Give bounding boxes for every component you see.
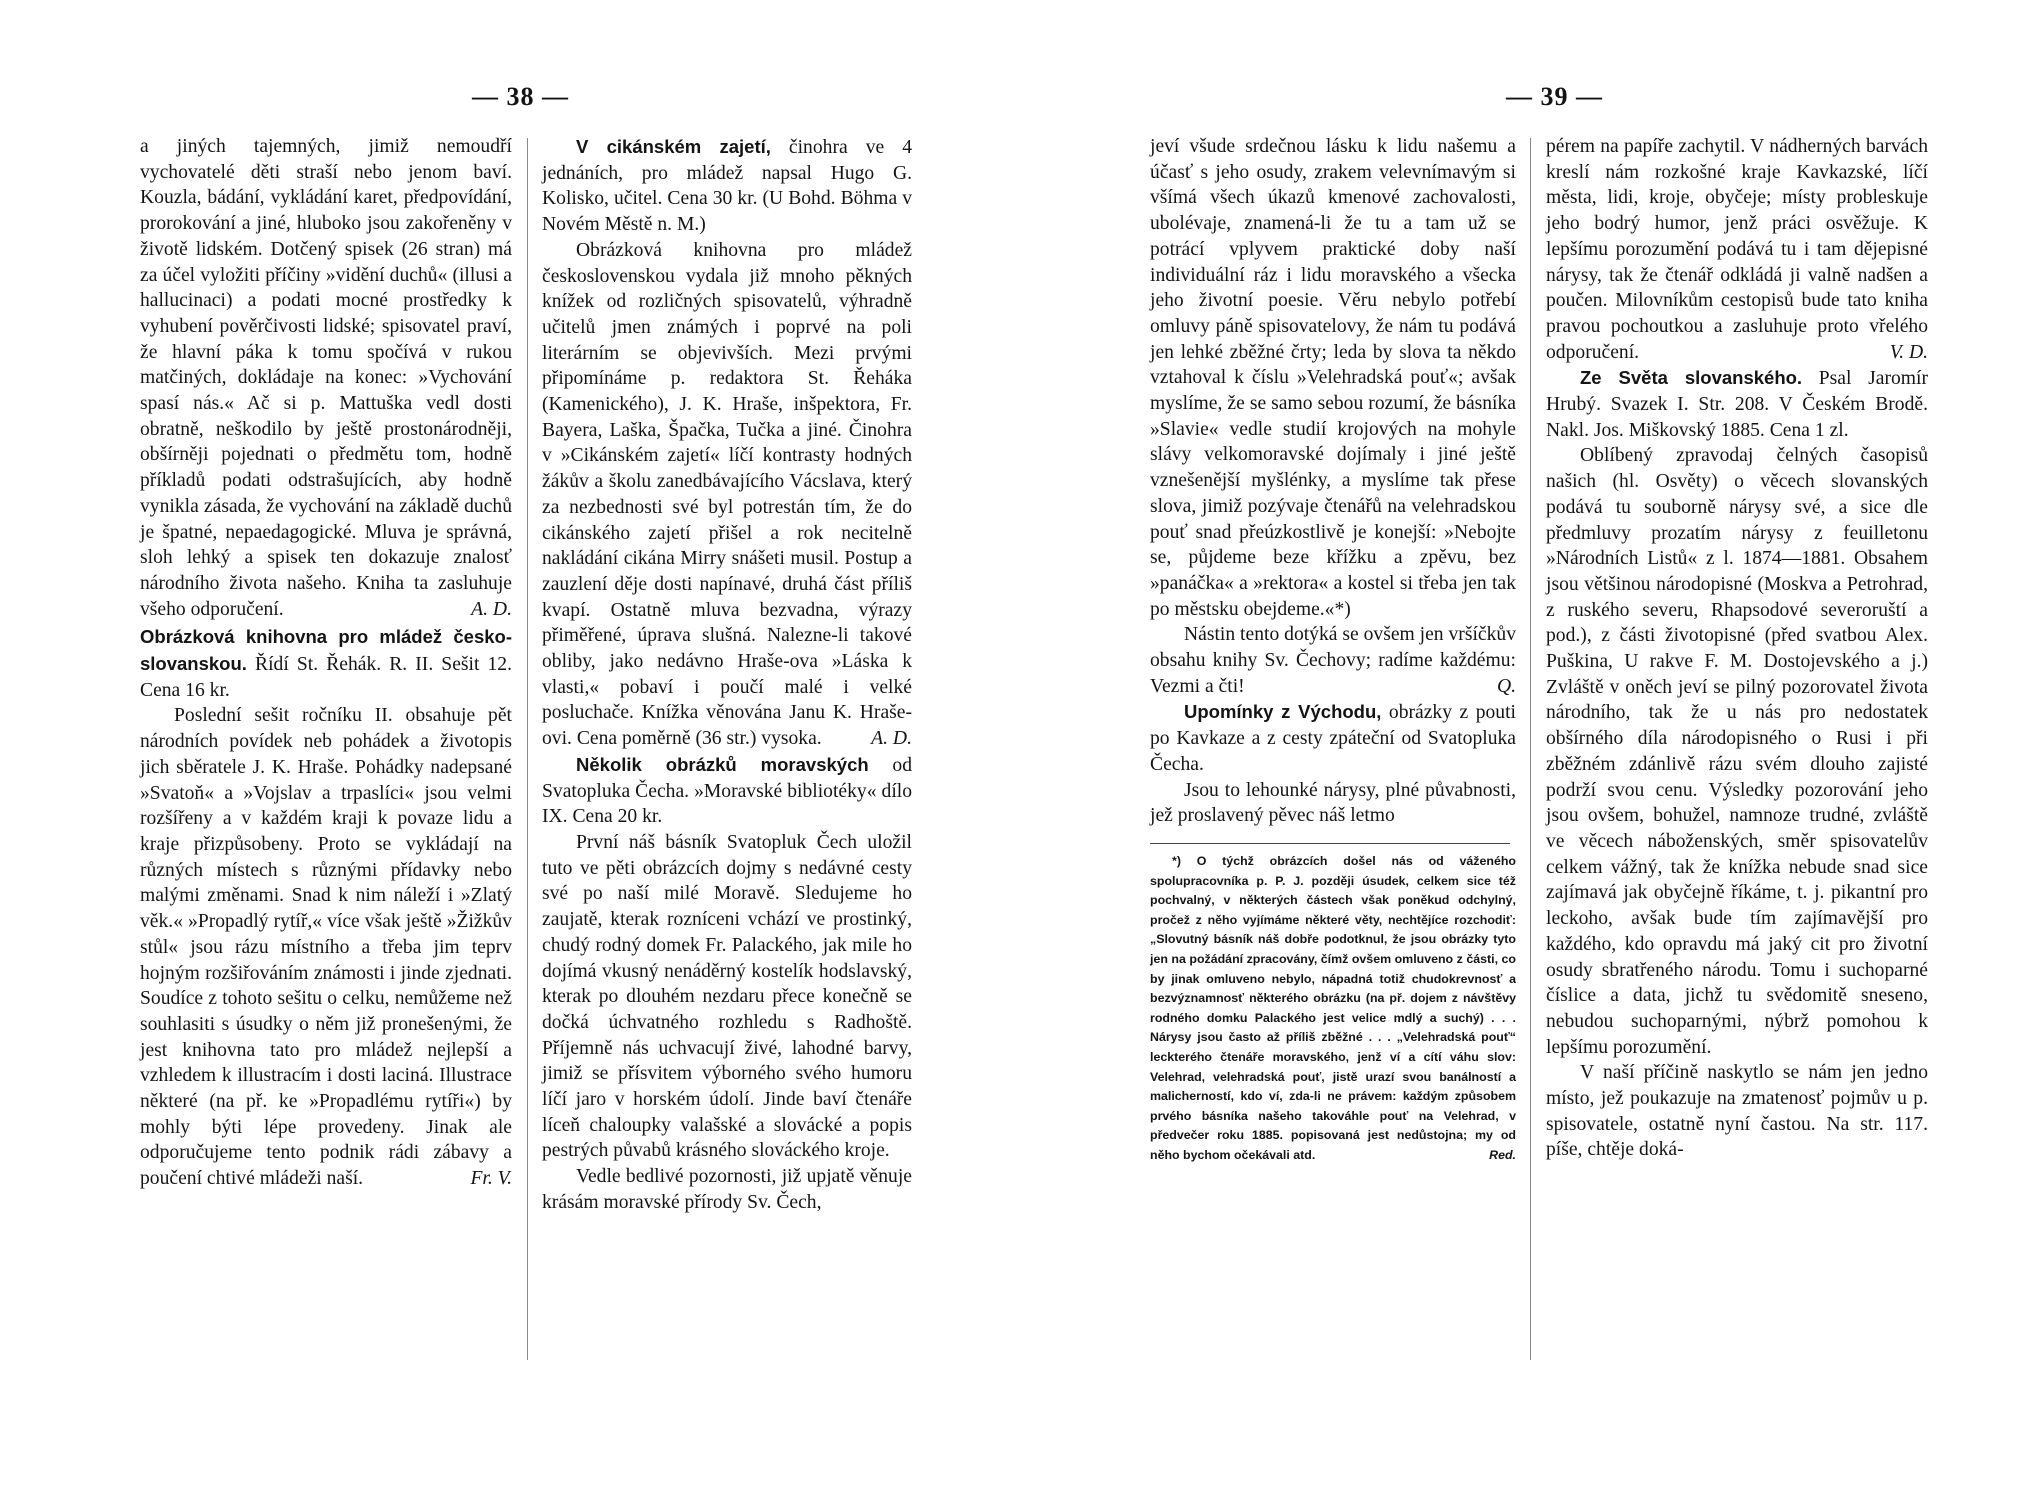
- paragraph: Nástin tento dotýká se ovšem jen vršíčkův obsahu knihy Sv. Čechovy; radíme každému: Vezmi a čti! Q.: [1150, 622, 1516, 699]
- paragraph: První náš básník Svatopluk Čech uložil tuto ve pěti obrázcích dojmy s nedávné cesty své po naší milé Moravě. Sledujeme ho zaujatě, kterak rozníceni vchází ve prostinký, chudý rodný domek Fr. Palackého, jak mile ho dojímá vkusný nenáděrný kostelík hodslavský, kterak po dlouhém nezdaru přece konečně se dočká úchvatného rozhledu s Radhoště. Příjemně nás uchvacují živé, lahodné barvy, jimiž se přísvitem výborného svého humoru líčí jaro v horském údolí. Jinde baví čtenáře líceň chaloupky valašské a slovácké a popis pestrých půvabů krásného slováckého kroje.: [542, 831, 912, 1162]
- signature: A. D.: [471, 598, 512, 620]
- left-column-1: [140, 134, 512, 1192]
- review-heading: Obrázková knihovna pro mládež česko-slovanskou.: [140, 626, 512, 675]
- review-entry: Ze Světa slovanského. Psal Jaromír Hrubý. Svazek I. Str. 208. V Českém Brodě. Nakl. Jos. Miškovský 1885. Cena 1 zl.: [1546, 367, 1928, 441]
- footnote-signature: Red.: [1489, 1147, 1516, 1162]
- paragraph: Jsou to lehounké nárysy, plné půvabnosti, jež proslavený pěvec náš letmo: [1150, 779, 1516, 827]
- left-column-2: [542, 134, 912, 1216]
- paragraph: jeví všude srdečnou lásku k lidu našemu a účasť s jeho osudy, zrakem velevnímavým si všímá všech úkazů kmenové zachovalosti, ubolévaje, znamená-li že tu a tam už se potrácí vplyvem praktické doby naší individuální ráz i lidu moravského a všecka jeho životní poesie. Věru nebylo potřebí omluvy páně spisovatelovy, že nám tu podává jen lehké zběžné črty; leda by slova ta někdo vztahoval k číslu »Velehradská pouť«; avšak myslíme, že se samo sebou rozumí, že básníka »Slavie« vedle studií krojových na mohyle slávy velkomoravské dojímaly i jiné ještě vznešenější myšlénky, a myslíme tak přese slova, jimiž pozývaje čtenářů na velehradskou pouť snad přeúzkostlivě je konejší: »Nebojte se, půjdeme beze křížku a zpěvu, bez »panáčka« a »rektora« a kostel si třeba jen tak po městsku obejdeme.«*): [1150, 136, 1516, 620]
- footnote: *) O týchž obrázcích došel nás od váženého spolupracovníka p. P. J. později úsudek, celkem sice též pochvalný, v některých částech však poněkud odchylný, pročež z něho vyjímáme některé věty, nechtějíce rozchodiť: „Slovutný básník náš dobře podotknul, že jsou obrázky tyto jen na požádání zpracovány, čímž ovšem omluveno z části, co by jinak omluveno nebylo, nápadná totiž chudokrevnosť a bezvýznamnosť některého obrázku (na př. dojem z návštěvy rodného domku Palackého jest velice mdlý a suchý) . . . Nárysy jsou často až příliš zběžné . . . „Velehradská pouť“ leckterého čtenáře moravského, jenž ví a cítí váhu slov: Velehrad, velehradská pouť, jistě urazí svou banálností a malicherností, kdo ví, zda-li ne právem: každým způsobem prvého básníka našeho takováhle pouť na Velehrad, v předvečer roku 1885. popisovaná jest nedůstojna; my od něho bychom očekávali atd. Red.: [1150, 852, 1516, 1166]
- paragraph: pérem na papíře zachytil. V nádherných barvách kreslí nám rozkošné kraje Kavkazské, líčí města, lidi, kroje, obyčeje; místy probleskuje jeho bodrý humor, jenž práci osvěžuje. K lepšímu porozumění podává tu i tam dějepisné nárysy, tak že čtenář odkládá ji valně nadšen a poučen. Milovníkům cestopisů bude tato kniha pravou pochoutkou a zasluhuje proto vřelého odporučení. V. D.: [1546, 134, 1928, 365]
- right-column-2: [1546, 134, 1928, 1163]
- paragraph: Obrázková knihovna pro mládež československou vydala již mnoho pěkných knížek od rozličných spisovatelů, výhradně učitelů jmen známých i poprvé na poli literárním se objevivších. Mezi prvými připomínáme p. redaktora St. Řeháka (Kamenického), J. K. Hraše, inšpektora, Fr. Bayera, Laška, Špačka, Tučka a jiné. Činohra v »Cikánském zajetí« líčí kontrasty hodných žákův a školu zanedbávajícího Vácslava, který za nezbednosti své byl potrestán tím, že do cikánského zajetí přišel a rok necitelně nakládání cikána Mirry snášeti musil. Postup a zauzlení děje dosti napínavé, druhá část příliš kvapí. Ostatně mluva bezvadna, výrazy přiměřené, úprava slušná. Nalezne-li takové obliby, jako nedávno Hraše-ova »Láska k vlasti,« pobaví i poučí malé i velké posluchače. Knížka věnována Janu K. Hraše-ovi. Cena poměrně (36 str.) vysoka. A. D.: [542, 238, 912, 752]
- review-heading: Několik obrázků moravských: [576, 753, 869, 775]
- footnote-rule: [1150, 843, 1510, 844]
- review-heading: V cikánském zajetí,: [576, 136, 771, 157]
- signature: A. D.: [871, 728, 912, 750]
- column-rule: [527, 138, 528, 1360]
- paragraph: Oblíbený zpravodaj čelných časopisů našich (hl. Osvěty) o věcech slovanských podává tu souborně nárysy své, a sice dle předmluvy prozatím nárysy z feuilletonu »Národních Listů« z l. 1874—1881. Obsahem jsou většinou národopisné (Moskva a Petrohrad, z ruského severu, Rhapsodové severoruští a pod.), z části životopisné (před svatbou Alex. Puškina, U rakve F. M. Dostojevského a j.) Zvláště v oněch jeví se pilný pozorovatel života národního, tak že u nás pro nedostatek obšírného díla národopisného o Rusi i při zběžném zdánlivě rázu svém dlouho zajisté podrží svou cenu. Výsledky pozorování jeho jsou ovšem, bohužel, namnoze trudné, zvláště ve věcech náboženských, směr spisovatelův celkem vážný, tak že knížka nebude snad sice zajímavá jak obyčejně říkáme, t. j. pikantní pro leckoho, avšak bude tím zajímavější pro každého, kdo opravdu má jaký cit pro životní osudy sbratřeného národu. Tomu i suchoparné číslice a data, jichž tu svědomitě sneseno, nebudou suchoparnými, nýbrž pomohou k lepšímu porozumění.: [1546, 445, 1928, 1058]
- paragraph: Vedle bedlivé pozornosti, již upjatě věnuje krásám moravské přírody Sv. Čech,: [542, 1166, 912, 1213]
- review-entry: Několik obrázků moravských od Svatopluka Čecha. »Moravské bibliotéky« dílo IX. Cena 20 kr.: [542, 753, 912, 828]
- signature: V. D.: [1889, 341, 1928, 363]
- signature: Q.: [1496, 675, 1516, 697]
- paragraph: a jiných tajemných, jimiž nemoudří vychovatelé děti straší nebo jenom baví. Kouzla, bádání, vykládání karet, předpovídání, prorokování a jiné, hluboko jsou zakořeněny v životě lidském. Dotčený spisek (26 stran) má za účel vyložiti příčiny »vidění duchů« (illusi a hallucinaci) a podati mocné prostředky k vyhubení pověrčivosti lidské; spisovatel praví, že hlavní páka k tomu spočívá v rukou matčiných, dokládaje na konec: »Vychování spasí nás.« Ač si p. Mattuška vedl dosti obratně, neškodilo by ještě prostonárodněji, obšírněji pojednati o předmětu tom, hodně příkladů podati odstrašujících, aby hodně vynikla zásada, že vychování na základě duchů je špatné, nepaedagogické. Mluva je správná, sloh lehký a spisek ten dokazuje znalosť národního života našeho. Kniha ta zasluhuje všeho odporučení. A. D.: [140, 134, 512, 622]
- right-page: [1014, 0, 2028, 1500]
- review-heading: Ze Světa slovanského.: [1580, 367, 1803, 389]
- column-rule: [1530, 138, 1531, 1360]
- paragraph: Poslední sešit ročníku II. obsahuje pět národních povídek neb pohádek a životopis jich sběratele J. K. Hraše. Pohádky nadepsané »Svatoň« a »Vojslav a trpaslíci« jsou velmi rozšířeny a v každém kraji k povaze lidu a kraje přizpůsobeny. Proto se vykládají na různých místech s různými přídavky nebo malými změnami. Snad k nim náleží i »Zlatý věk.« »Propadlý rytíř,« více však ještě »Žižkův stůl« jsou rázu místního a třeba jim teprv hojným rozšiřováním známosti i jinde zjednati. Soudíce z tohoto sešitu o celku, nemůžeme než souhlasiti s úsudky o něm již pronešenými, že jest knihovna tato pro mládež nejlepší a vzhledem k illustracím i dosti laciná. Illustrace některé (na př. ke »Propadlému rytíři«) by mohly býti lépe provedeny. Jinak ale odporučujeme tento podnik rádi zábavy a poučení chtivé mládeži naší. Fr. V.: [140, 703, 512, 1191]
- review-entry: V cikánském zajetí, činohra ve 4 jednáních, pro mládež napsal Hugo G. Kolisko, učitel. Cena 30 kr. (U Bohd. Böhma v Novém Městě n. M.): [542, 136, 912, 236]
- review-heading: Upomínky z Východu,: [1184, 701, 1382, 723]
- page-number-left: — 38 —: [472, 82, 569, 111]
- right-column-1: [1150, 134, 1516, 1165]
- signature: Fr. V.: [470, 1168, 512, 1190]
- review-entry: Upomínky z Východu, obrázky z pouti po Kavkaze a z cesty zpáteční od Svatopluka Čecha.: [1150, 701, 1516, 775]
- paragraph: V naší příčině naskytlo se nám jen jedno místo, jež poukazuje na zmatenosť pojmův u p. spisovatele, ostatně nyní častou. Na str. 117. píše, chtěje doká-: [1546, 1062, 1928, 1161]
- page-number-right: — 39 —: [1506, 82, 1603, 111]
- review-entry: Obrázková knihovna pro mládež česko-slovanskou. Řídí St. Řehák. R. II. Sešit 12. Cena 16 kr.: [140, 626, 512, 701]
